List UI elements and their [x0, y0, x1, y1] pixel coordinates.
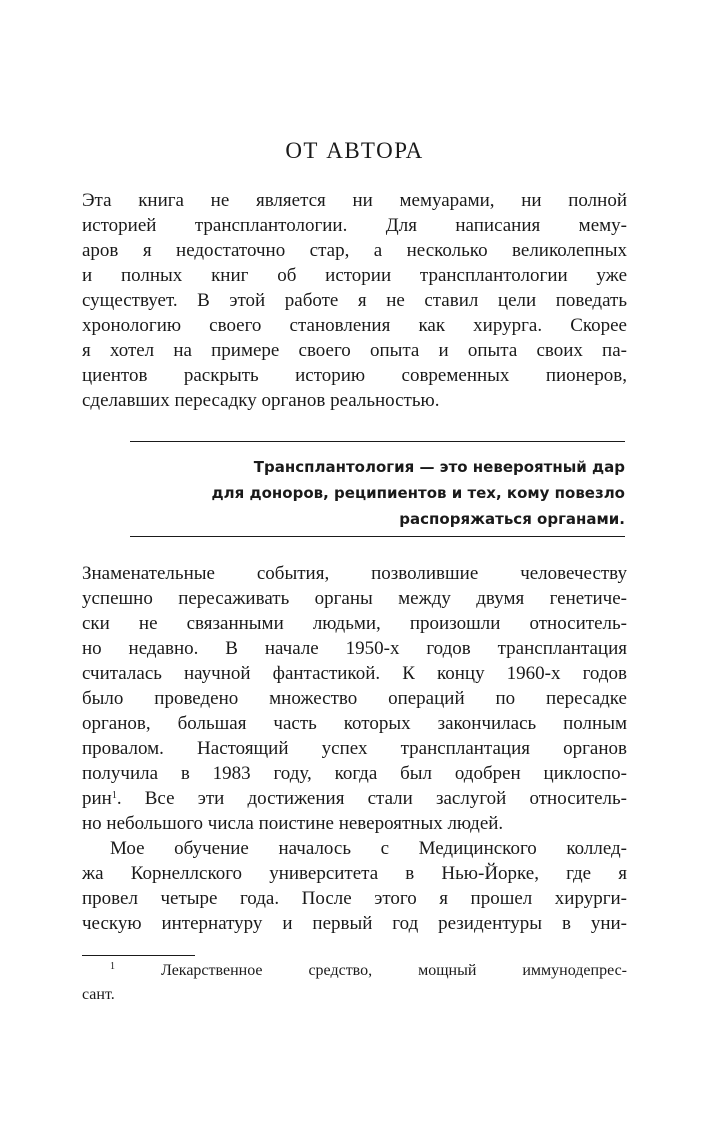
footnote	[82, 959, 627, 1007]
quote-line: распоряжаться органами.	[399, 510, 625, 528]
text-line: и полных книг об истории трансплантологии уже	[82, 265, 627, 286]
text-line: жа Корнеллского университета в Нью-Йорке, где я	[82, 863, 627, 884]
text-line: провел четыре года. После этого я прошел хирурги-	[82, 888, 627, 909]
quote-bottom-rule	[130, 536, 625, 537]
text-line: хронологию своего становления как хирурга. Скорее	[82, 315, 627, 336]
chapter-title: ОТ АВТОРА	[285, 138, 424, 163]
text-line: я хотел на примере своего опыта и опыта своих па-	[82, 340, 627, 361]
quote-line: Трансплантология — это невероятный дар	[253, 458, 625, 476]
pull-quote	[130, 454, 625, 532]
text-line: Эта книга не является ни мемуарами, ни полной	[82, 190, 627, 211]
text-line: Знаменательные события, позволившие человечеству	[82, 563, 627, 584]
text-line: было проведено множество операций по пересадке	[82, 688, 627, 709]
footnote-line	[82, 959, 627, 983]
quote-top-rule	[130, 441, 625, 442]
text-line: историей трансплантологии. Для написания мему-	[82, 215, 627, 236]
text-line: сделавших пересадку органов реальностью.	[82, 390, 440, 411]
text-line: существует. В этой работе я не ставил цели поведать	[82, 290, 627, 311]
footnote-reference[interactable]: 1	[111, 790, 117, 801]
footnote-line: сант.	[82, 986, 115, 1003]
text-line: но недавно. В начале 1950-х годов трансплантация	[82, 638, 627, 659]
text-line	[82, 786, 627, 811]
footnote-text: Лекарственное средство, мощный иммунодепрес-	[160, 962, 627, 979]
intro-paragraph	[82, 188, 627, 413]
text-line: циентов раскрыть историю современных пионеров,	[82, 365, 627, 386]
text-line: аров я недостаточно стар, а несколько великолепных	[82, 240, 627, 261]
footnote-divider	[82, 955, 195, 956]
text-line: органов, большая часть которых закончилась полным	[82, 713, 627, 734]
text-line: считалась научной фантастикой. К концу 1960-х годов	[82, 663, 627, 684]
text-line: ски не связанными людьми, произошли относитель-	[82, 613, 627, 634]
text-line: провалом. Настоящий успех трансплантация органов	[82, 738, 627, 759]
text-line: ческую интернатуру и первый год резидентуры в уни-	[82, 913, 627, 934]
text-fragment: . Все эти достижения стали заслугой относитель-	[116, 788, 627, 809]
text-fragment: рин	[82, 788, 112, 809]
footnote-marker: 1	[110, 961, 115, 972]
body-text	[82, 561, 627, 936]
text-line: но небольшого числа поистине невероятных людей.	[82, 813, 504, 834]
quote-line: для доноров, реципиентов и тех, кому повезло	[211, 484, 625, 502]
text-line: получила в 1983 году, когда был одобрен циклоспо-	[82, 763, 627, 784]
text-line: Мое обучение началось с Медицинского коллед-	[110, 838, 627, 859]
text-line: успешно пересаживать органы между двумя генетиче-	[82, 588, 627, 609]
